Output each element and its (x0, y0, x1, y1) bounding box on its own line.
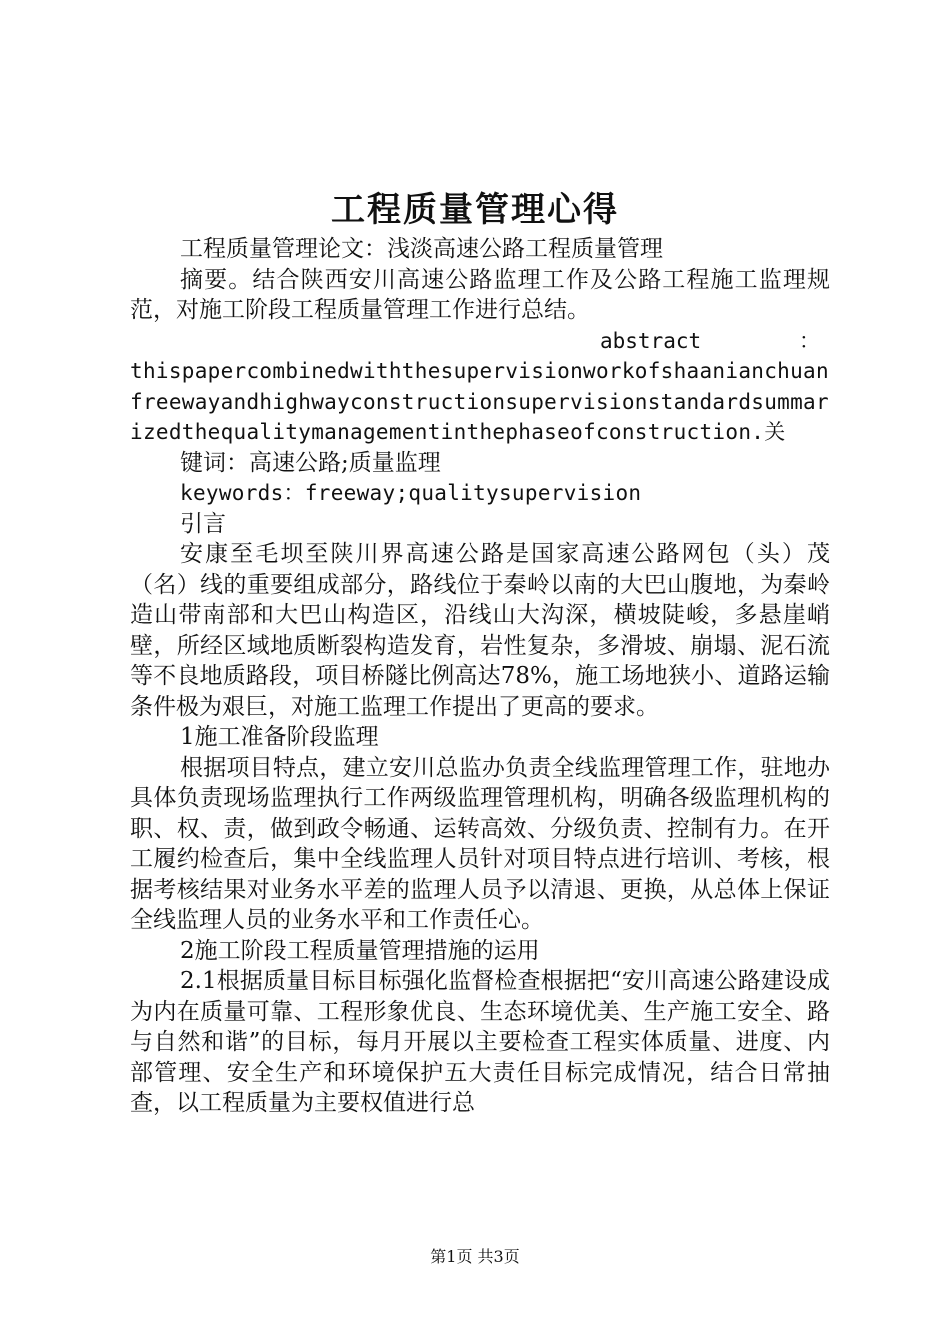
intro-paragraph: 安康至毛坝至陕川界高速公路是国家高速公路网包（头）茂（名）线的重要组成部分，路线位于秦岭以南的大巴山腹地，为秦岭造山带南部和大巴山构造区，沿线山大沟深，横坡陡峻，多悬崖峭壁，所经区域地质断裂构造发育，岩性复杂，多滑坡、崩塌、泥石流等不良地质路段，项目桥隧比例高达78%，施工场地狭小、道路运输条件极为艰巨，对施工监理工作提出了更高的要求。 (130, 541, 830, 720)
intro-heading: 引言 (180, 510, 226, 537)
document-title: 工程质量管理心得 (331, 190, 619, 230)
abstract-en-text: thispapercombinedwiththesupervisionworkofshaanianchuanfreewayandhighwayconstructionsupervisionstandardsummarizedthequalitymanagementinthephaseofconstruction.关 (130, 359, 829, 444)
abstract-cn-paragraph: 摘要。结合陕西安川高速公路监理工作及公路工程施工监理规范，对施工阶段工程质量管理工作进行总结。 (130, 266, 830, 323)
section1-heading: 1施工准备阶段监理 (180, 724, 379, 750)
abstract-en-paragraph (130, 326, 830, 448)
abstract-label: abstract (600, 328, 702, 353)
document-body (130, 234, 830, 1119)
abstract-colon: ： (799, 328, 820, 353)
paper-title-line: 工程质量管理论文：浅淡高速公路工程质量管理 (180, 236, 663, 262)
section2-heading: 2施工阶段工程质量管理措施的运用 (180, 937, 540, 964)
keywords-cn-line: 键词：高速公路;质量监理 (180, 449, 441, 476)
abstract-label-line (130, 326, 830, 357)
section2-1-paragraph: 2.1根据质量目标目标强化监督检查根据把“安川高速公路建设成为内在质量可靠、工程形象优良、生态环境优美、生产施工安全、路与自然和谐”的目标，每月开展以主要检查工程实体质量、进度、内部管理、安全生产和环境保护五大责任目标完成情况，结合日常抽查，以工程质量为主要权值进行总 (130, 968, 830, 1116)
section1-paragraph: 根据项目特点，建立安川总监办负责全线监理管理工作，驻地办具体负责现场监理执行工作两级监理管理机构，明确各级监理机构的职、权、责，做到政令畅通、运转高效、分级负责、控制有力。在开工履约检查后，集中全线监理人员针对项目特点进行培训、考核，根据考核结果对业务水平差的监理人员予以清退、更换，从总体上保证全线监理人员的业务水平和工作责任心。 (130, 754, 830, 933)
keywords-en-line: keywords：freeway;qualitysupervision (180, 481, 642, 505)
page-footer: 第1页 共3页 (430, 1247, 520, 1266)
